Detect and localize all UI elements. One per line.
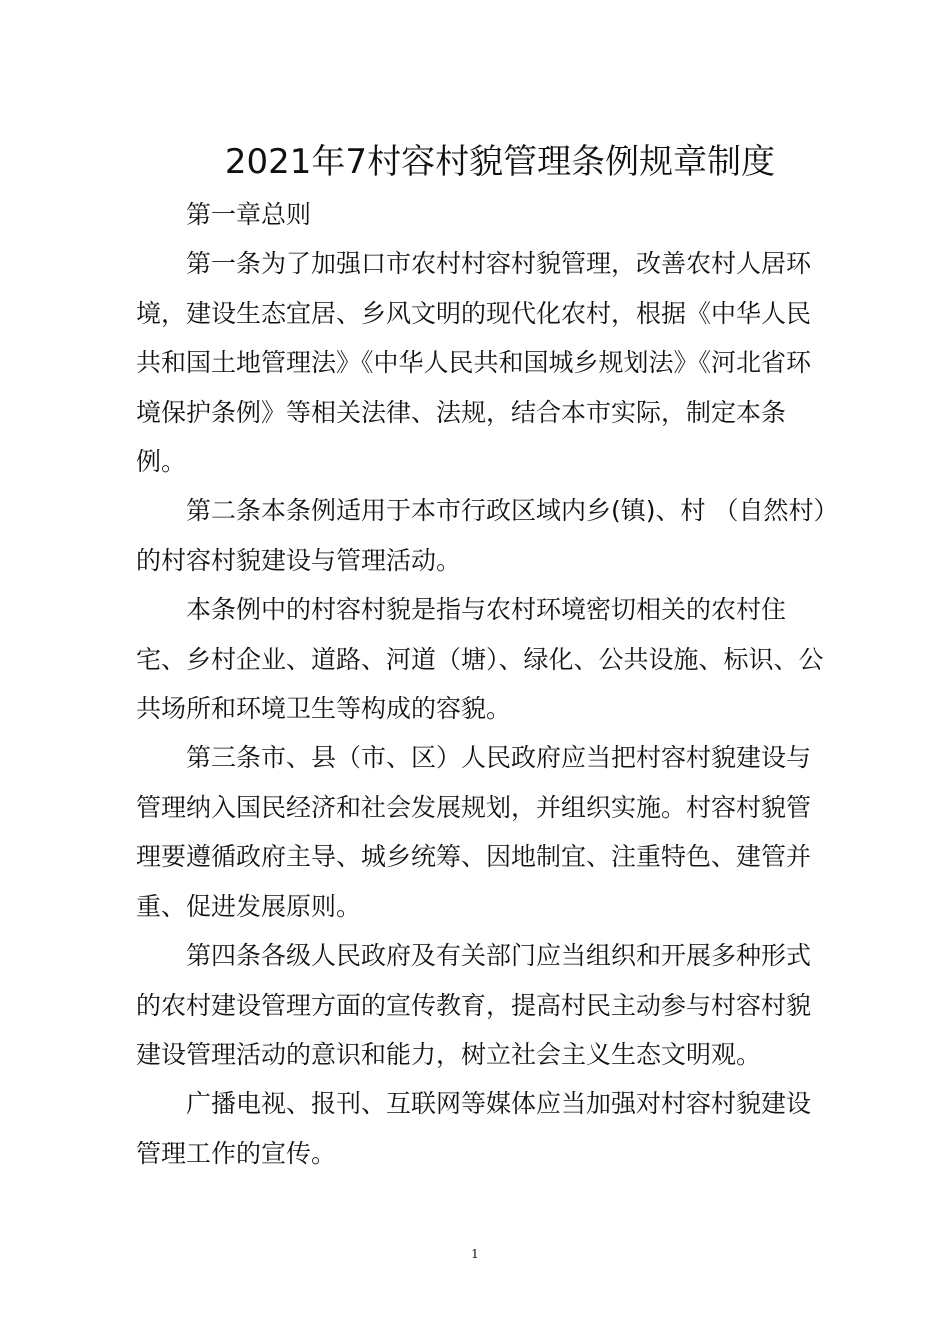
article-4-paragraph: 第四条各级人民政府及有关部门应当组织和开展多种形式的农村建设管理方面的宣传教育，提高村民主动参与村容村貌建设管理活动的意识和能力，树立社会主义生态文明观。 (136, 941, 812, 1069)
article-1-paragraph: 第一条为了加强口市农村村容村貌管理，改善农村人居环境，建设生态宜居、乡风文明的现代化农村，根据《中华人民共和国土地管理法》《中华人民共和国城乡规划法》《河北省环境保护条例》等相关法律、法规，结合本市实际，制定本条例。 (136, 249, 812, 477)
page-number: 1 (471, 1247, 479, 1261)
article-3-paragraph: 第三条市、县（市、区）人民政府应当把村容村貌建设与管理纳入国民经济和社会发展规划，并组织实施。村容村貌管理要遵循政府主导、城乡统筹、因地制宜、注重特色、建管并重、促进发展原则。 (136, 743, 812, 921)
media-paragraph: 广播电视、报刊、互联网等媒体应当加强对村容村貌建设管理工作的宣传。 (136, 1089, 812, 1168)
definition-paragraph: 本条例中的村容村貌是指与农村环境密切相关的农村住宅、乡村企业、道路、河道（塘）、绿化、公共设施、标识、公共场所和环境卫生等构成的容貌。 (136, 595, 824, 724)
document-title: 2021年7村容村貌管理条例规章制度 (224, 142, 776, 182)
article-2-paragraph: 第二条本条例适用于本市行政区域内乡(镇)、村 （自然村）的村容村貌建设与管理活动。 (136, 496, 826, 575)
chapter-heading: 第一章总则 (186, 200, 312, 229)
document-body (136, 190, 826, 1178)
